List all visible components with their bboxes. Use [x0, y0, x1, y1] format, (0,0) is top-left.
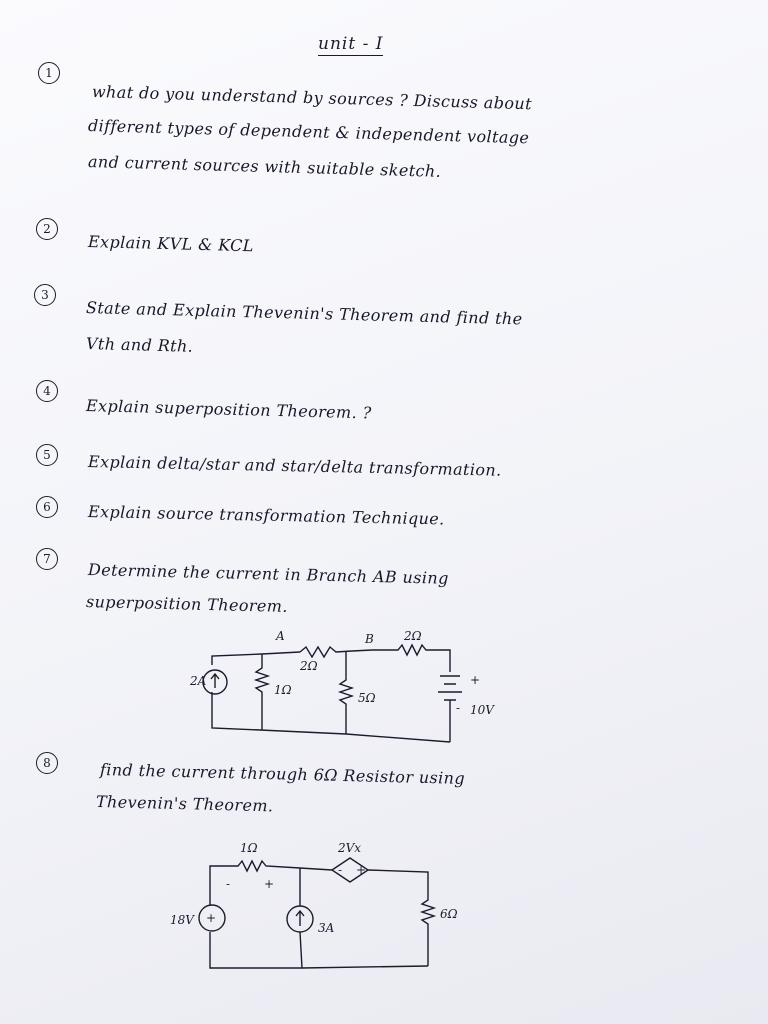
question-number-4: 4: [36, 380, 58, 402]
question-number-8: 8: [36, 752, 58, 774]
question-3-line-1: State and Explain Thevenin's Theorem and find the: [85, 298, 523, 329]
question-5-line-1: Explain delta/star and star/delta transformation.: [87, 452, 502, 480]
question-1-line-1: what do you understand by sources ? Discuss about: [91, 82, 533, 114]
r1-minus: -: [226, 877, 231, 891]
dep-minus: -: [338, 863, 343, 877]
page-title: unit - I: [318, 34, 384, 54]
r1-label: 1Ω: [240, 841, 258, 855]
question-7-line-2: superposition Theorem.: [85, 592, 289, 616]
arrow-up-icon: [296, 911, 304, 926]
resistor-6ohm: [368, 870, 434, 966]
r3-label: 5Ω: [358, 691, 376, 705]
question-6-line-1: Explain source transformation Technique.: [87, 502, 445, 529]
r2-label: 2Ω: [300, 659, 318, 673]
question-number-2: 2: [36, 218, 58, 240]
plus-sign: +: [470, 673, 481, 687]
current-label: 3A: [318, 921, 335, 935]
node-a-label: A: [276, 629, 285, 643]
question-8-line-2: Thevenin's Theorem.: [95, 792, 274, 816]
wire: [210, 932, 428, 968]
dep-plus: +: [356, 863, 367, 877]
question-7-line-1: Determine the current in Branch AB using: [87, 560, 449, 588]
question-number-6: 6: [36, 496, 58, 518]
dep-source-label: 2Vx: [338, 841, 362, 855]
question-number-3: 3: [34, 284, 56, 306]
r2-label: 6Ω: [440, 907, 458, 921]
r1-plus: +: [264, 877, 275, 891]
question-number-1: 1: [38, 62, 60, 84]
source-current-label: 2A: [190, 674, 207, 688]
question-2-line-1: Explain KVL & KCL: [87, 232, 255, 256]
node-b-label: B: [365, 632, 374, 646]
question-1-line-2: different types of dependent & independent voltage: [87, 116, 530, 148]
question-3-line-2: Vth and Rth.: [85, 334, 194, 356]
r1-label: 1Ω: [274, 683, 292, 697]
question-number-5: 5: [36, 444, 58, 466]
source-plus: +: [206, 911, 217, 925]
question-number-7: 7: [36, 548, 58, 570]
voltage-label: 10V: [470, 703, 494, 717]
question-8-line-1: find the current through 6Ω Resistor using: [99, 760, 466, 788]
question-1-line-3: and current sources with suitable sketch.: [87, 152, 442, 181]
r4-label: 2Ω: [404, 629, 422, 643]
minus-sign: -: [456, 701, 461, 715]
question-4-line-1: Explain superposition Theorem. ?: [85, 396, 372, 423]
voltage-label: 18V: [170, 913, 194, 927]
